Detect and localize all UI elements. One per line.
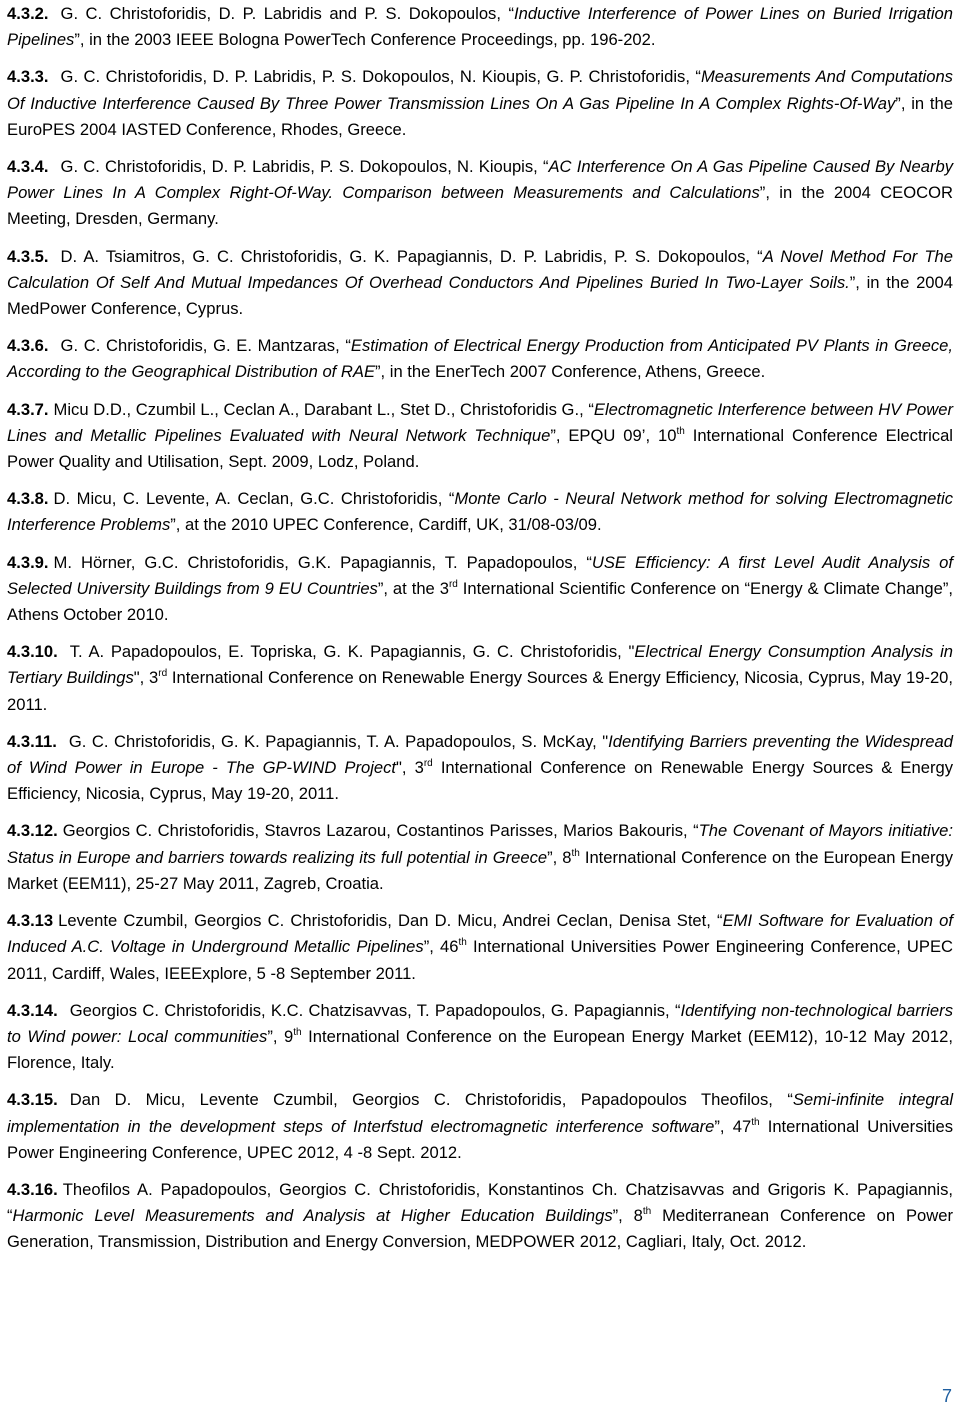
reference-number: 4.3.13 bbox=[7, 911, 54, 931]
reference-venue: ”, 46 bbox=[423, 937, 459, 957]
reference-4-3-16 bbox=[7, 1177, 953, 1256]
reference-number: 4.3.3. bbox=[7, 67, 49, 87]
reference-number: 4.3.16. bbox=[7, 1179, 58, 1199]
reference-number: 4.3.6. bbox=[7, 336, 49, 356]
reference-4-3-9 bbox=[7, 550, 953, 629]
reference-4-3-2 bbox=[7, 1, 953, 53]
reference-4-3-4 bbox=[7, 154, 953, 233]
reference-authors: G. C. Christoforidis, G. K. Papagiannis, T. A. Papadopoulos, S. McKay, " bbox=[68, 731, 609, 751]
reference-list bbox=[7, 0, 953, 1267]
reference-authors: Theofilos A. Papadopoulos, Georgios C. Christoforidis, Konstantinos Ch. Chatzisavvas and Grigoris K. Papagiannis, “ bbox=[7, 1179, 953, 1226]
reference-venue: ”, 47 bbox=[714, 1116, 752, 1136]
reference-authors: G. C. Christoforidis, D. P. Labridis and P. S. Dokopoulos, “ bbox=[60, 4, 514, 23]
ordinal-suffix: th bbox=[458, 937, 467, 949]
ordinal-suffix: rd bbox=[158, 668, 168, 680]
reference-4-3-3 bbox=[7, 64, 953, 143]
reference-authors: Micu D.D., Czumbil L., Ceclan A., Darabant L., Stet D., Christoforidis G., “ bbox=[53, 399, 594, 419]
page-number: 7 bbox=[941, 1386, 952, 1406]
reference-authors: D. Micu, C. Levente, A. Ceclan, G.C. Christoforidis, “ bbox=[53, 489, 455, 509]
reference-venue: ", 3 bbox=[396, 758, 424, 778]
reference-venue-rest: International Conference on Renewable Energy Sources & Energy Efficiency, Nicosia, Cyprus, May 19-20, 2011. bbox=[7, 668, 954, 714]
reference-title: Monte Carlo - Neural Network method for solving Electromagnetic Interference Problems bbox=[7, 489, 953, 535]
reference-number: 4.3.12. bbox=[7, 821, 58, 841]
reference-number: 4.3.15. bbox=[7, 1090, 58, 1110]
reference-venue: ”, EPQU 09’, 10 bbox=[550, 425, 677, 445]
reference-venue-rest: International Conference Electrical Power Quality and Utilisation, Sept. 2009, Lodz, Poland. bbox=[7, 425, 953, 472]
ordinal-suffix: th bbox=[642, 1206, 652, 1218]
reference-number: 4.3.14. bbox=[7, 1000, 58, 1020]
reference-title: Electrical Energy Consumption Analysis in Tertiary Buildings bbox=[7, 642, 953, 688]
reference-title: Inductive Interference of Power Lines on Buried Irrigation Pipelines bbox=[7, 4, 953, 50]
reference-venue: ”, in the 2004 MedPower Conference, Cyprus. bbox=[7, 272, 953, 319]
reference-venue: ”, 9 bbox=[267, 1026, 294, 1046]
ordinal-suffix: th bbox=[571, 847, 580, 859]
reference-venue: ”, 8 bbox=[547, 847, 572, 867]
reference-number: 4.3.10. bbox=[7, 642, 58, 662]
ordinal-suffix: rd bbox=[423, 758, 433, 770]
reference-title: The Covenant of Mayors initiative: Status in Europe and barriers towards realizing its full potential in Greece bbox=[7, 821, 953, 867]
reference-title: Measurements And Computations Of Inductive Interference Caused By Three Power Transmission Lines On A Gas Pipeline In A Complex Rights-Of-Way bbox=[7, 67, 953, 113]
reference-venue: ", 3 bbox=[133, 668, 159, 688]
reference-title: AC Interference On A Gas Pipeline Caused By Nearby Power Lines In A Complex Right-Of-Way. Comparison between Measurements and Calculations bbox=[7, 157, 953, 203]
reference-title: Electromagnetic Interference between HV Power Lines and Metallic Pipelines Evaluated with Neural Network Technique bbox=[7, 399, 953, 445]
ordinal-suffix: th bbox=[676, 425, 685, 437]
reference-number: 4.3.8. bbox=[7, 489, 49, 509]
reference-venue-rest: International Conference on the European Energy Market (EEM11), 25-27 May 2011, Zagreb, Croatia. bbox=[7, 847, 953, 893]
reference-authors: M. Hörner, G.C. Christoforidis, G.K. Papagiannis, T. Papadopoulos, “ bbox=[53, 552, 592, 572]
reference-title: EMI Software for Evaluation of Induced A.C. Voltage in Underground Metallic Pipelines bbox=[7, 911, 954, 957]
reference-venue: ”, in the EnerTech 2007 Conference, Athens, Greece. bbox=[375, 362, 766, 382]
reference-4-3-11 bbox=[7, 729, 953, 808]
reference-venue-rest: Mediterranean Conference on Power Generation, Transmission, Distribution and Energy Conversion, MEDPOWER 2012, Cagliari, Italy, Oct. 2012. bbox=[7, 1206, 953, 1252]
reference-4-3-10 bbox=[7, 639, 953, 718]
reference-authors: Georgios C. Christoforidis, K.C. Chatzisavvas, T. Papadopoulos, G. Papagiannis, “ bbox=[69, 1000, 681, 1020]
reference-venue: ”, in the 2003 IEEE Bologna PowerTech Conference Proceedings, pp. 196-202. bbox=[74, 30, 656, 50]
reference-venue: ”, 8 bbox=[612, 1206, 643, 1226]
reference-number: 4.3.4. bbox=[7, 157, 49, 177]
reference-venue: ”, in the 2004 CEOCOR Meeting, Dresden, Germany. bbox=[7, 183, 953, 229]
reference-authors: G. C. Christoforidis, G. E. Mantzaras, “ bbox=[60, 336, 351, 356]
reference-venue: ”, in the EuroPES 2004 IASTED Conference, Rhodes, Greece. bbox=[7, 93, 953, 139]
reference-venue-rest: International Scientific Conference on “Energy & Climate Change”, Athens October 2010. bbox=[7, 578, 954, 625]
reference-venue-rest: International Conference on the European Energy Market (EEM12), 10-12 May 2012, Florence, Italy. bbox=[7, 1026, 953, 1073]
reference-authors: G. C. Christoforidis, D. P. Labridis, P. S. Dokopoulos, N. Kioupis, “ bbox=[60, 157, 549, 177]
reference-number: 4.3.5. bbox=[7, 246, 49, 266]
reference-authors: Levente Czumbil, Georgios C. Christoforidis, Dan D. Micu, Andrei Ceclan, Denisa Stet, “ bbox=[58, 911, 723, 931]
reference-authors: Georgios C. Christoforidis, Stavros Lazarou, Costantinos Parisses, Marios Bakouris, “ bbox=[62, 821, 699, 841]
reference-4-3-14 bbox=[7, 998, 953, 1077]
reference-4-3-6 bbox=[7, 333, 953, 385]
reference-number: 4.3.7. bbox=[7, 399, 49, 419]
reference-title: Identifying Barriers preventing the Widespread of Wind Power in Europe - The GP-WIND Project bbox=[7, 731, 953, 778]
reference-title: Estimation of Electrical Energy Production from Anticipated PV Plants in Greece, According to the Geographical Distribution of RAE bbox=[7, 336, 953, 382]
reference-title: A Novel Method For The Calculation Of Self And Mutual Impedances Of Overhead Conductors And Pipelines Buried In Two-Layer Soils. bbox=[7, 246, 954, 292]
reference-title: Identifying non-technological barriers to Wind power: Local communities bbox=[7, 1000, 953, 1046]
reference-number: 4.3.2. bbox=[7, 4, 49, 23]
ordinal-suffix: th bbox=[751, 1116, 760, 1128]
reference-number: 4.3.9. bbox=[7, 552, 49, 572]
ordinal-suffix: rd bbox=[448, 578, 458, 590]
reference-4-3-15 bbox=[7, 1087, 953, 1166]
reference-number: 4.3.11. bbox=[7, 731, 57, 751]
reference-4-3-5 bbox=[7, 244, 953, 323]
reference-4-3-13 bbox=[7, 908, 953, 987]
reference-4-3-12 bbox=[7, 818, 953, 897]
reference-authors: G. C. Christoforidis, D. P. Labridis, P. S. Dokopoulos, N. Kioupis, G. P. Christoforidis, “ bbox=[60, 67, 701, 87]
reference-4-3-7 bbox=[7, 397, 953, 476]
reference-venue-rest: International Universities Power Engineering Conference, UPEC 2012, 4 -8 Sept. 2012. bbox=[7, 1116, 953, 1162]
reference-venue-rest: International Universities Power Engineering Conference, UPEC 2011, Cardiff, Wales, IEEExplore, 5 -8 September 2011. bbox=[7, 937, 953, 983]
reference-authors: T. A. Papadopoulos, E. Topriska, G. K. Papagiannis, G. C. Christoforidis, " bbox=[69, 642, 635, 662]
reference-venue: ”, at the 3 bbox=[377, 578, 449, 598]
reference-venue: ”, at the 2010 UPEC Conference, Cardiff, UK, 31/08-03/09. bbox=[170, 515, 602, 535]
reference-title: Semi-infinite integral implementation in the development steps of Interfstud electromagnetic interference software bbox=[7, 1090, 953, 1136]
reference-title: USE Efficiency: A first Level Audit Analysis of Selected University Buildings from 9 EU Countries bbox=[7, 552, 953, 598]
ordinal-suffix: th bbox=[293, 1026, 302, 1038]
reference-venue-rest: International Conference on Renewable Energy Sources & Energy Efficiency, Nicosia, Cyprus, May 19-20, 2011. bbox=[7, 758, 954, 804]
reference-authors: Dan D. Micu, Levente Czumbil, Georgios C. Christoforidis, Papadopoulos Theofilos, “ bbox=[69, 1090, 793, 1110]
reference-4-3-8 bbox=[7, 486, 953, 538]
reference-authors: D. A. Tsiamitros, G. C. Christoforidis, G. K. Papagiannis, D. P. Labridis, P. S. Dokopoulos, “ bbox=[60, 246, 763, 266]
reference-title: Harmonic Level Measurements and Analysis at Higher Education Buildings bbox=[12, 1206, 613, 1226]
